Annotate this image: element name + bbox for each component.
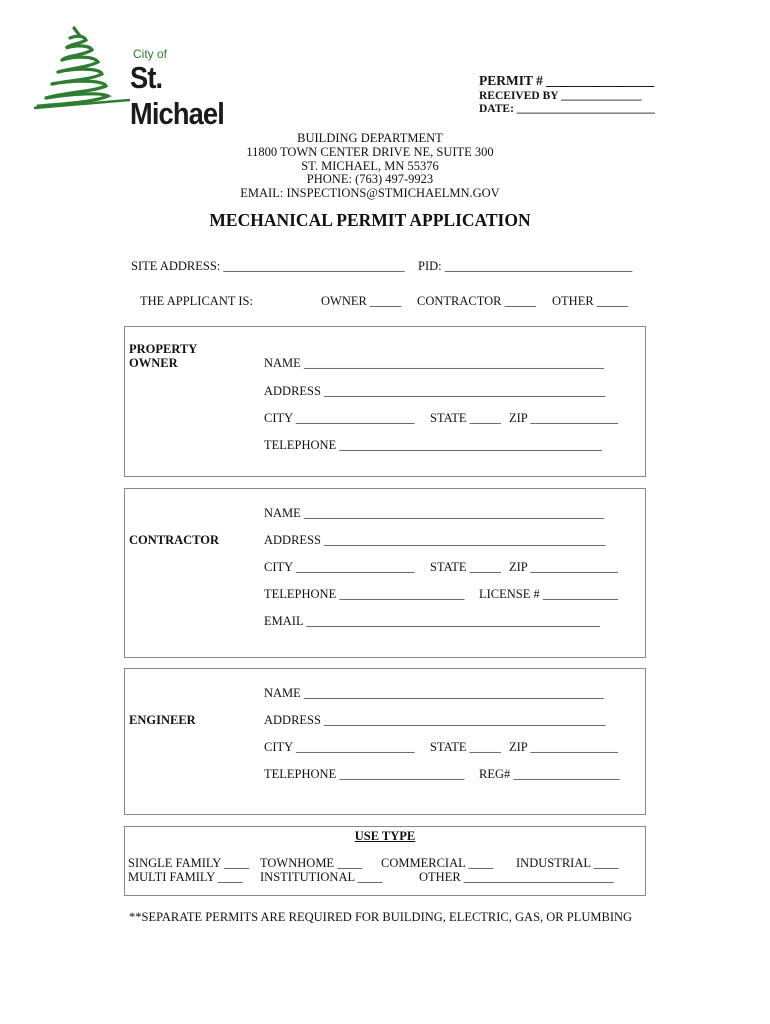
- applicant-contractor-option: CONTRACTOR _____: [417, 294, 536, 308]
- tree-logo-icon: [30, 22, 130, 114]
- logo-city-name: St. Michael: [130, 60, 224, 131]
- property-owner-heading-line1: PROPERTY: [129, 342, 198, 356]
- date-field: DATE: ________________________: [479, 103, 655, 115]
- department-name: BUILDING DEPARTMENT: [297, 131, 443, 145]
- owner-address-field: ADDRESS _____________________________________________: [264, 384, 606, 398]
- engineer-reg-field: REG# _________________: [479, 767, 620, 781]
- applicant-other-option: OTHER _____: [552, 294, 629, 308]
- property-owner-heading-line2: OWNER: [129, 356, 178, 370]
- contractor-name-field: NAME ________________________________________________: [264, 506, 604, 520]
- engineer-state-field: STATE _____: [430, 740, 501, 754]
- owner-zip-field: ZIP ______________: [509, 411, 618, 425]
- applicant-owner-option: OWNER _____: [321, 294, 402, 308]
- department-email: EMAIL: INSPECTIONS@STMICHAELMN.GOV: [240, 186, 500, 200]
- contractor-state-field: STATE _____: [430, 560, 501, 574]
- use-type-commercial: COMMERCIAL ____: [381, 856, 494, 870]
- page-title: MECHANICAL PERMIT APPLICATION: [209, 210, 531, 230]
- received-by-field: RECEIVED BY ______________: [479, 90, 642, 102]
- city-logo: [30, 22, 240, 131]
- engineer-telephone-field: TELEPHONE ____________________: [264, 767, 465, 781]
- use-type-other: OTHER ________________________: [419, 870, 614, 884]
- owner-city-field: CITY ___________________: [264, 411, 415, 425]
- department-address-line1: 11800 TOWN CENTER DRIVE NE, SUITE 300: [246, 145, 494, 159]
- owner-telephone-field: TELEPHONE __________________________________________: [264, 438, 602, 452]
- owner-state-field: STATE _____: [430, 411, 501, 425]
- use-type-single-family: SINGLE FAMILY ____: [128, 856, 249, 870]
- use-type-institutional: INSTITUTIONAL ____: [260, 870, 383, 884]
- property-owner-section: [124, 326, 646, 477]
- applicant-label: THE APPLICANT IS:: [140, 294, 253, 308]
- use-type-industrial: INDUSTRIAL ____: [516, 856, 619, 870]
- contractor-license-field: LICENSE # ____________: [479, 587, 618, 601]
- department-phone: PHONE: (763) 497-9923: [306, 172, 434, 186]
- contractor-telephone-field: TELEPHONE ____________________: [264, 587, 465, 601]
- contractor-heading: CONTRACTOR: [129, 533, 220, 547]
- engineer-address-field: ADDRESS _____________________________________________: [264, 713, 606, 727]
- engineer-heading: ENGINEER: [129, 713, 196, 727]
- use-type-multi-family: MULTI FAMILY ____: [128, 870, 243, 884]
- contractor-zip-field: ZIP ______________: [509, 560, 618, 574]
- use-type-heading: USE TYPE: [354, 829, 416, 843]
- use-type-townhome: TOWNHOME ____: [260, 856, 363, 870]
- engineer-city-field: CITY ___________________: [264, 740, 415, 754]
- engineer-name-field: NAME ________________________________________________: [264, 686, 604, 700]
- owner-name-field: NAME ________________________________________________: [264, 356, 604, 370]
- logo-city-of-text: City of: [133, 47, 168, 61]
- site-address-field: SITE ADDRESS: _____________________________: [131, 259, 405, 273]
- permit-number-field: PERMIT # ________________: [479, 73, 655, 88]
- separate-permits-note: **SEPARATE PERMITS ARE REQUIRED FOR BUILDING, ELECTRIC, GAS, OR PLUMBING: [129, 910, 633, 924]
- contractor-address-field: ADDRESS _____________________________________________: [264, 533, 606, 547]
- department-address-line2: ST. MICHAEL, MN 55376: [301, 159, 439, 173]
- pid-field: PID: ______________________________: [418, 259, 633, 273]
- contractor-city-field: CITY ___________________: [264, 560, 415, 574]
- engineer-zip-field: ZIP ______________: [509, 740, 618, 754]
- contractor-email-field: EMAIL _______________________________________________: [264, 614, 600, 628]
